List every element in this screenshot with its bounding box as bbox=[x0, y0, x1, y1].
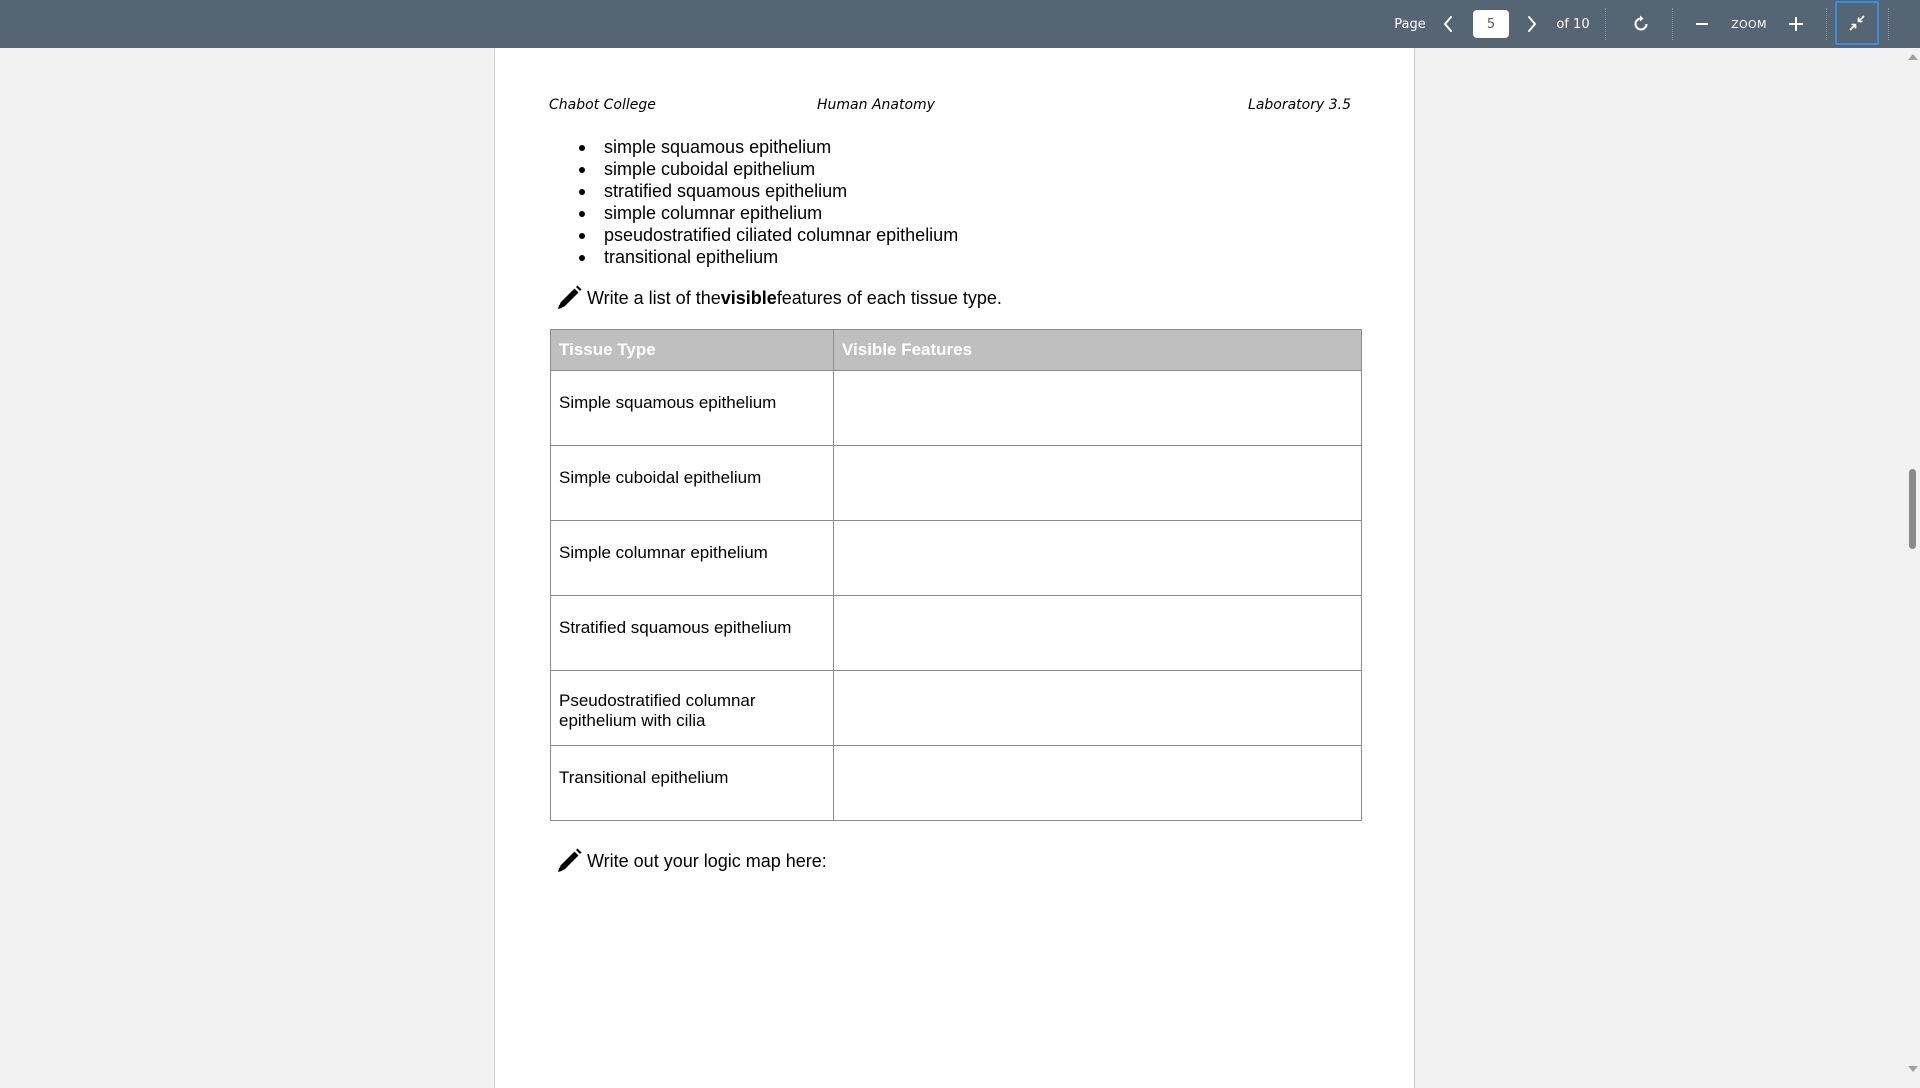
list-item-text: simple columnar epithelium bbox=[604, 203, 823, 223]
list-item bbox=[604, 158, 958, 180]
instruction-text: Write out your logic map here: bbox=[587, 850, 827, 871]
bullet-icon bbox=[579, 145, 585, 151]
pencil-icon bbox=[555, 847, 583, 875]
table-row bbox=[551, 371, 1362, 446]
document-page bbox=[494, 48, 1415, 1088]
pencil-icon bbox=[555, 284, 583, 312]
visible-features-cell bbox=[834, 746, 1362, 821]
visible-features-cell bbox=[834, 521, 1362, 596]
instruction-logic-map bbox=[555, 847, 827, 875]
zoom-out-button[interactable] bbox=[1690, 0, 1714, 48]
list-item-text: simple squamous epithelium bbox=[604, 137, 832, 157]
zoom-in-button[interactable] bbox=[1784, 0, 1808, 48]
visible-features-cell bbox=[834, 671, 1362, 746]
toolbar-divider bbox=[1826, 8, 1827, 40]
rotate-button[interactable] bbox=[1626, 0, 1656, 48]
prev-page-button[interactable] bbox=[1436, 0, 1460, 48]
instruction-text-bold: visible bbox=[720, 287, 777, 308]
tissue-type-cell: Transitional epithelium bbox=[551, 746, 834, 821]
header-institution: Chabot College bbox=[549, 97, 656, 113]
list-item bbox=[604, 136, 958, 158]
bullet-icon bbox=[579, 255, 585, 261]
table-row bbox=[551, 671, 1362, 746]
scroll-up-arrow-icon[interactable] bbox=[1908, 54, 1918, 60]
toolbar-divider bbox=[1672, 8, 1673, 40]
column-header-tissue-type: Tissue Type bbox=[551, 330, 834, 371]
visible-features-cell bbox=[834, 446, 1362, 521]
zoom-label: ZOOM bbox=[1731, 17, 1767, 31]
total-pages: of 10 bbox=[1556, 16, 1590, 32]
next-page-button[interactable] bbox=[1520, 0, 1544, 48]
exit-fullscreen-button[interactable] bbox=[1835, 1, 1879, 45]
vertical-scrollbar[interactable] bbox=[1904, 48, 1920, 1080]
scroll-down-arrow-icon[interactable] bbox=[1908, 1066, 1918, 1072]
list-item bbox=[604, 224, 958, 246]
list-item bbox=[604, 202, 958, 224]
list-item-text: transitional epithelium bbox=[604, 247, 779, 267]
page-label: Page bbox=[1394, 16, 1426, 32]
list-item-text: pseudostratified ciliated columnar epithelium bbox=[604, 225, 959, 245]
scrollbar-thumb[interactable] bbox=[1909, 469, 1916, 549]
list-item bbox=[604, 246, 958, 268]
table-row bbox=[551, 521, 1362, 596]
toolbar-divider bbox=[1888, 8, 1889, 40]
instruction-text-before: Write a list of the bbox=[587, 287, 721, 308]
table-row bbox=[551, 746, 1362, 821]
tissue-type-line: epithelium with cilia bbox=[559, 711, 706, 730]
table-row bbox=[551, 596, 1362, 671]
bullet-icon bbox=[579, 233, 585, 239]
tissue-type-cell bbox=[551, 671, 834, 746]
toolbar-divider bbox=[1605, 8, 1606, 40]
collapse-icon bbox=[1848, 14, 1866, 32]
visible-features-cell bbox=[834, 371, 1362, 446]
tissue-features-table bbox=[550, 329, 1362, 821]
instruction-text-after: features of each tissue type. bbox=[776, 287, 1002, 308]
chevron-right-icon bbox=[1526, 15, 1538, 33]
pdf-toolbar bbox=[0, 0, 1920, 48]
chevron-left-icon bbox=[1442, 15, 1454, 33]
table-header-row bbox=[551, 330, 1362, 371]
list-item bbox=[604, 180, 958, 202]
table-row bbox=[551, 446, 1362, 521]
instruction-visible-features bbox=[555, 284, 1002, 312]
list-item-text: simple cuboidal epithelium bbox=[604, 159, 816, 179]
plus-icon bbox=[1788, 16, 1804, 32]
bullet-icon bbox=[579, 167, 585, 173]
tissue-type-cell: Simple cuboidal epithelium bbox=[551, 446, 834, 521]
tissue-type-cell: Stratified squamous epithelium bbox=[551, 596, 834, 671]
bullet-icon bbox=[579, 211, 585, 217]
tissue-type-cell: Simple columnar epithelium bbox=[551, 521, 834, 596]
rotate-icon bbox=[1631, 14, 1651, 34]
list-item-text: stratified squamous epithelium bbox=[604, 181, 848, 201]
page-number-input[interactable] bbox=[1473, 10, 1509, 38]
tissue-type-cell: Simple squamous epithelium bbox=[551, 371, 834, 446]
column-header-visible-features: Visible Features bbox=[834, 330, 1362, 371]
header-lab-number: Laboratory 3.5 bbox=[1248, 97, 1351, 113]
header-course: Human Anatomy bbox=[817, 97, 935, 113]
visible-features-cell bbox=[834, 596, 1362, 671]
minus-icon bbox=[1695, 17, 1709, 31]
tissue-bullet-list bbox=[604, 136, 958, 268]
tissue-type-line: Pseudostratified columnar bbox=[559, 691, 756, 710]
bullet-icon bbox=[579, 189, 585, 195]
